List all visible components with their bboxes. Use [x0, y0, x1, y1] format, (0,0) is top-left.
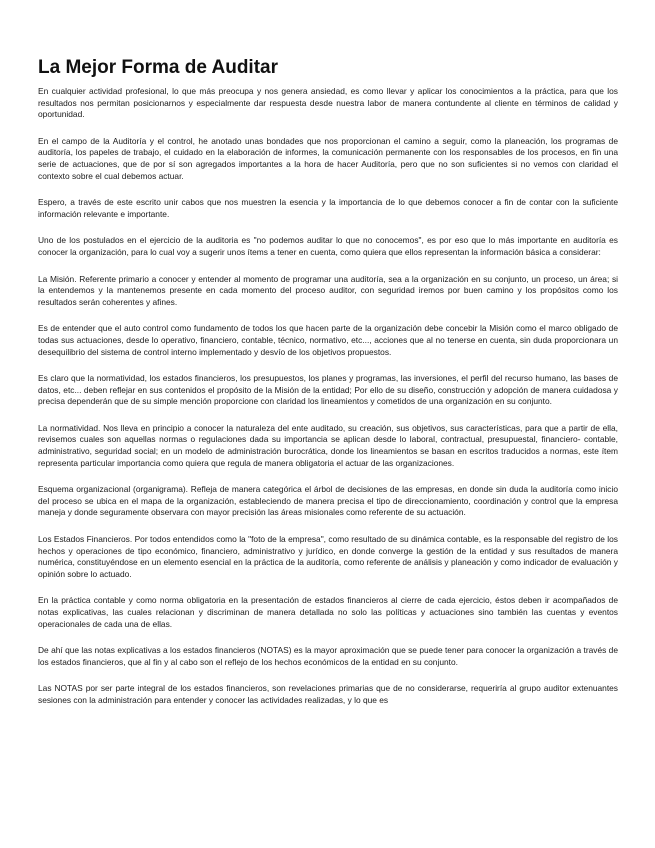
- paragraph-normatividad: La normatividad. Nos lleva en principio a conocer la naturaleza del ente auditado, su creación, sus objetivos, sus características, para que a partir de ella, revisemos cuales son aquellas normas o regulaciones dada su importancia se aplican desde lo laboral, contractual, presupuestal, financiero- contable, administrativo, seguridad social; en un modelo de administración burocrática, donde los lineamientos se basan en escritos traducidos a normas, este ítem representa particular importancia como quiera que regula de manera obligatoria el actuar de las organizaciones.: [38, 422, 618, 468]
- paragraph-notas-explicativas: De ahí que las notas explicativas a los estados financieros (NOTAS) es la mayor aproximación que se puede tener para conocer la organización a través de los estados financieros, que al fin y al cabo son el reflejo de los hechos económicos de la entidad en su conjunto.: [38, 645, 618, 667]
- document-body: [38, 86, 618, 722]
- paragraph-intro: En cualquier actividad profesional, lo que más preocupa y nos genera ansiedad, es como llevar y aplicar los conocimientos a la práctica, para que los resultados nos permitan posicionarnos y especialmente dar respuesta desde nuestra labor de manera contundente al cliente en términos de calidad y oportunidad.: [38, 86, 618, 120]
- paragraph-mision: La Misión. Referente primario a conocer y entender al momento de programar una auditoría, sea a la organización en su conjunto, un proceso, un área; si la entendemos y la mantenemos presente en cada momento del proceso auditor, con seguridad iremos por buen camino y los propósitos como los resultados serán coherentes y afines.: [38, 273, 618, 307]
- paragraph-practica-contable: En la práctica contable y como norma obligatoria en la presentación de estados financieros al cierre de cada ejercicio, éstos deben ir acompañados de notas explicativas, las cuales relacionan y discriminan de manera detallada no solo las políticas y actuaciones sino también las cuentas y eventos operacionales de cada una de ellas.: [38, 595, 618, 629]
- paragraph-purpose: Espero, a través de este escrito unir cabos que nos muestren la esencia y la importancia de lo que debemos conocer a fin de contar con la suficiente información relevante e importante.: [38, 197, 618, 219]
- paragraph-notas: Las NOTAS por ser parte integral de los estados financieros, son revelaciones primarias que de no considerarse, requeriría al grupo auditor extenuantes sesiones con la administración para entender y conocer las actividades realizadas, y lo que es: [38, 683, 618, 705]
- paragraph-audit-field: En el campo de la Auditoría y el control, he anotado unas bondades que nos proporcionan el camino a seguir, como la planeación, los programas de auditoría, los papeles de trabajo, el cuidado en la elaboración de informes, la comunicación permanente con los responsables de los procesos, en fin una serie de actuaciones, que de por sí son agregados importantes a la hora de hacer Auditoría, pero que no son suficientes si no vemos con claridad el contexto sobre el cual debemos actuar.: [38, 135, 618, 181]
- paragraph-normatividad-general: Es claro que la normatividad, los estados financieros, los presupuestos, los planes y programas, las inversiones, el perfil del recurso humano, las bases de datos, etc... deben reflejar en sus contenidos el propósito de la Misión de la entidad; Por ello de su diseño, construcción y adopción de manera cuidadosa y precisa dependerán que de su simple mención proporcione con claridad los lineamientos y cometidos de una organización en su conjunto.: [38, 373, 618, 407]
- paragraph-estados-financieros: Los Estados Financieros. Por todos entendidos como la "foto de la empresa", como resultado de su dinámica contable, es la responsable del registro de los hechos y operaciones de tipo económico, financiero, administrativo y jurídico, en donde converge la gestión de la entidad y sus resultados de manera numérica, constituyéndose en un elemento esencial en la práctica de la auditoría, como referente de análisis y planeación y como indicador de evaluación y opinión sobre lo actuado.: [38, 534, 618, 579]
- paragraph-organigrama: Esquema organizacional (organigrama). Refleja de manera categórica el árbol de decisiones de las empresas, en donde sin duda la auditoría como inicio del proceso se ubica en el mapa de la organización, estableciendo de manera precisa el tipo de direccionamiento, coordinación y control que la empresa maneja y donde seguramente observara con mayor precisión las áreas misionales como referente de su actuación.: [38, 484, 618, 518]
- paragraph-postulate: Uno de los postulados en el ejercicio de la auditoria es "no podemos auditar lo que no conocemos", es por eso que lo más importante en auditoría es conocer la organización, para lo cual voy a sugerir unos ítems a tener en cuenta, como quiera que ellos representan la información básica a considerar:: [38, 235, 618, 257]
- document-page: [38, 0, 618, 848]
- document-title: La Mejor Forma de Auditar: [38, 57, 278, 78]
- paragraph-autocontrol: Es de entender que el auto control como fundamento de todos los que hacen parte de la organización debe concebir la Misión como el marco obligado de todas sus actuaciones, desde lo operativo, financiero, contable, técnico, normativo, etc..., acciones que al no tenerse en cuenta, sin duda proporcionara un desequilibrio del sistema de control interno implementado y desvío de los objetivos propuestos.: [38, 323, 618, 357]
